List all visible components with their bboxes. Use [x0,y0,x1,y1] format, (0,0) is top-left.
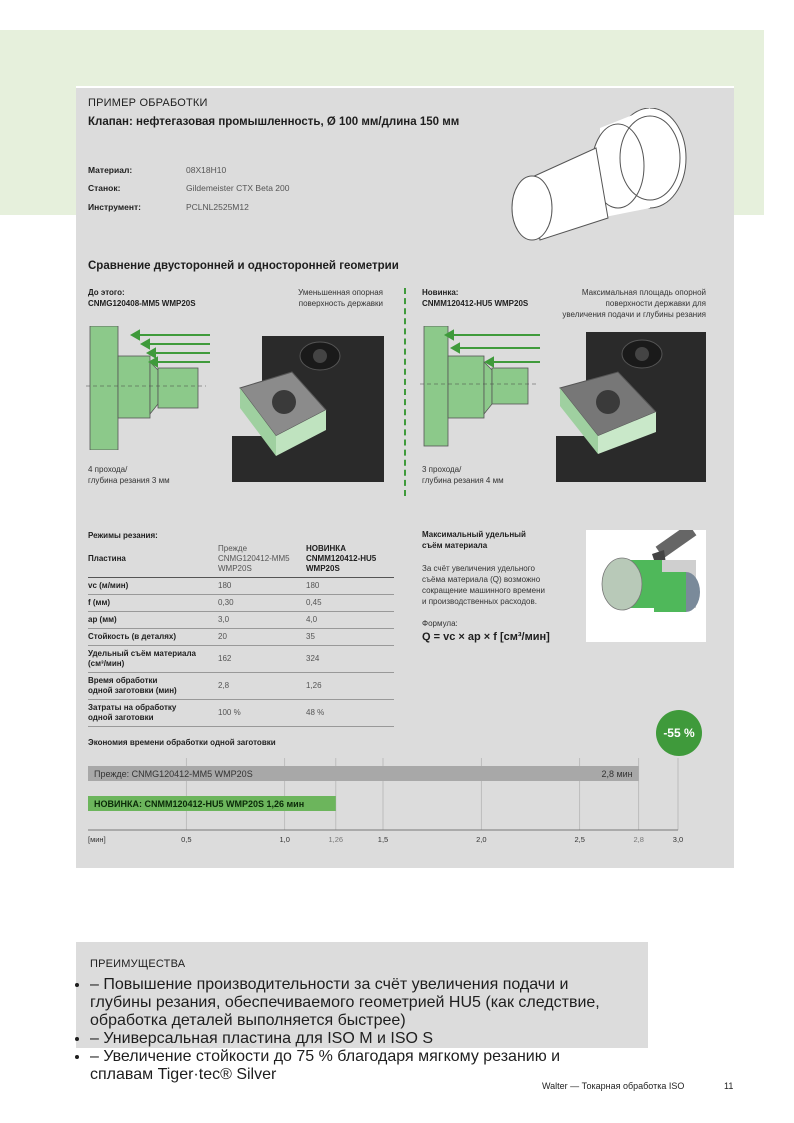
comparison-divider [404,288,406,496]
example-subtitle: Клапан: нефтегазовая промышленность, Ø 100 мм/длина 150 мм [88,116,460,128]
table-row [88,578,394,595]
table-row [88,700,394,727]
modes-header-new [306,541,394,578]
row-before: 20 [218,629,306,646]
spec-label-material: Материал: [88,165,133,175]
table-row [88,646,394,673]
modes-header-before-l2: CNMG120412-MM5 [218,554,290,563]
removal-text-l4: и производственных расходов. [422,597,537,606]
cylinder-image [586,530,706,642]
tick-label: 0,5 [181,835,192,844]
savings-chart [88,758,708,858]
spec-value-material: 08X18H10 [186,165,227,175]
row-after: 1,26 [306,673,394,700]
before-note-line1: Уменьшенная опорная [298,288,383,297]
before-part-drawing [86,326,210,450]
section-heading: ПРИМЕР ОБРАБОТКИ [88,97,208,109]
page-number: 11 [724,1081,734,1091]
row-label [88,595,218,612]
row-label-l1: ap (мм) [88,615,117,624]
row-label-l1: Время обработки [88,676,158,685]
row-label-l1: vc (м/мин) [88,581,129,590]
row-label [88,673,218,700]
tick-label: 1,0 [279,835,290,844]
bar-before-value: 2,8 мин [601,769,633,779]
spec-value-machine: Gildemeister CTX Beta 200 [186,183,290,193]
removal-title-l2: съём материала [422,541,488,550]
before-passes-line1: 4 прохода/ [88,465,128,474]
row-after: 35 [306,629,394,646]
tick-label: 2,5 [574,835,585,844]
row-after: 180 [306,578,394,595]
row-label-l2: одной заготовки (мин) [88,686,177,695]
modes-header-new-l3: WMP20S [306,564,340,573]
new-passes-line2: глубина резания 4 мм [422,476,504,485]
footer-text: Walter — Токарная обработка ISO [542,1081,685,1091]
row-after: 0,45 [306,595,394,612]
removal-text-l2: съёма материала (Q) возможно [422,575,541,584]
tick-label: 2,8 [633,835,644,844]
tick-label: 1,5 [377,835,389,844]
row-label-l2: одной заготовки [88,713,154,722]
table-row [88,629,394,646]
removal-title-l1: Максимальный удельный [422,530,526,539]
list-item: • – Повышение производительности за счёт увеличения подачи и глубины резания, обеспечиваемого геометрией HU5 (как следствие, обработка деталей выполняется быстрее) [90,976,620,1030]
row-after: 324 [306,646,394,673]
advantages-title: ПРЕИМУЩЕСТВА [90,958,186,970]
new-note-line2: поверхности державки для [605,299,706,308]
before-passes-line2: глубина резания 3 мм [88,476,170,485]
bar-new-label: НОВИНКА: CNMM120412-HU5 WMP20S 1,26 мин [94,799,305,809]
new-part-drawing [420,326,544,450]
new-tool-image [556,332,706,482]
tick-label: 2,0 [476,835,487,844]
list-item: • – Увеличение стойкости до 75 % благодаря мягкому резанию и сплавам Tiger·tec® Silver [90,1048,620,1084]
row-label [88,629,218,646]
bar-before-label: Прежде: CNMG120412-MM5 WMP20S [94,769,253,779]
row-before: 0,30 [218,595,306,612]
row-label [88,578,218,595]
before-tool-image [232,336,384,482]
modes-header-before-l1: Прежде [218,544,248,553]
new-passes-line1: 3 прохода/ [422,465,462,474]
modes-header-before-l3: WMP20S [218,564,252,573]
modes-table [88,541,394,727]
modes-header-before [218,541,306,578]
table-row [88,612,394,629]
new-note-line3: увеличения подачи и глубины резания [562,310,706,319]
row-before: 100 % [218,700,306,727]
spec-value-tool: PCLNL2525M12 [186,202,249,212]
table-row [88,673,394,700]
spec-label-tool: Инструмент: [88,202,141,212]
row-label-l1: Стойкость (в деталях) [88,632,177,641]
row-label-l1: Удельный съём материала [88,649,196,658]
comparison-title: Сравнение двусторонней и односторонней геометрии [88,260,399,272]
savings-title: Экономия времени обработки одной заготовки [88,738,276,747]
removal-text-l3: сокращение машинного времени [422,586,545,595]
savings-badge: -55 % [656,710,702,756]
row-label [88,700,218,727]
row-label [88,612,218,629]
modes-header-insert: Пластина [88,541,218,578]
new-code: CNMM120412-HU5 WMP20S [422,299,529,308]
row-before: 180 [218,578,306,595]
row-label-l2: (см³/мин) [88,659,125,668]
removal-text-l1: За счёт увеличения удельного [422,564,535,573]
modes-header-new-l2: CNMM120412-HU5 [306,554,377,563]
tick-label: 3,0 [672,835,684,844]
formula: Q = vc × ap × f [см³/мин] [422,631,550,643]
advantages-list [90,976,620,1084]
modes-header-row [88,541,394,578]
table-row [88,595,394,612]
new-label: Новинка: [422,288,459,297]
new-note-line1: Максимальная площадь опорной [581,288,706,297]
before-code: CNMG120408-MM5 WMP20S [88,299,196,308]
formula-label: Формула: [422,619,458,628]
tick-label: 1,26 [328,835,344,844]
row-label-l1: f (мм) [88,598,111,607]
modes-title: Режимы резания: [88,531,158,540]
valve-drawing [500,108,690,248]
row-label [88,646,218,673]
spec-label-machine: Станок: [88,183,121,193]
row-after: 48 % [306,700,394,727]
list-item: • – Универсальная пластина для ISO M и ISO S [90,1030,620,1048]
row-before: 2,8 [218,673,306,700]
modes-header-new-l1: НОВИНКА [306,544,346,553]
row-label-l1: Затраты на обработку [88,703,177,712]
row-before: 162 [218,646,306,673]
before-label: До этого: [88,288,125,297]
axis-unit-label: [мин] [88,835,106,844]
row-before: 3,0 [218,612,306,629]
before-note-line2: поверхность державки [298,299,383,308]
row-after: 4,0 [306,612,394,629]
